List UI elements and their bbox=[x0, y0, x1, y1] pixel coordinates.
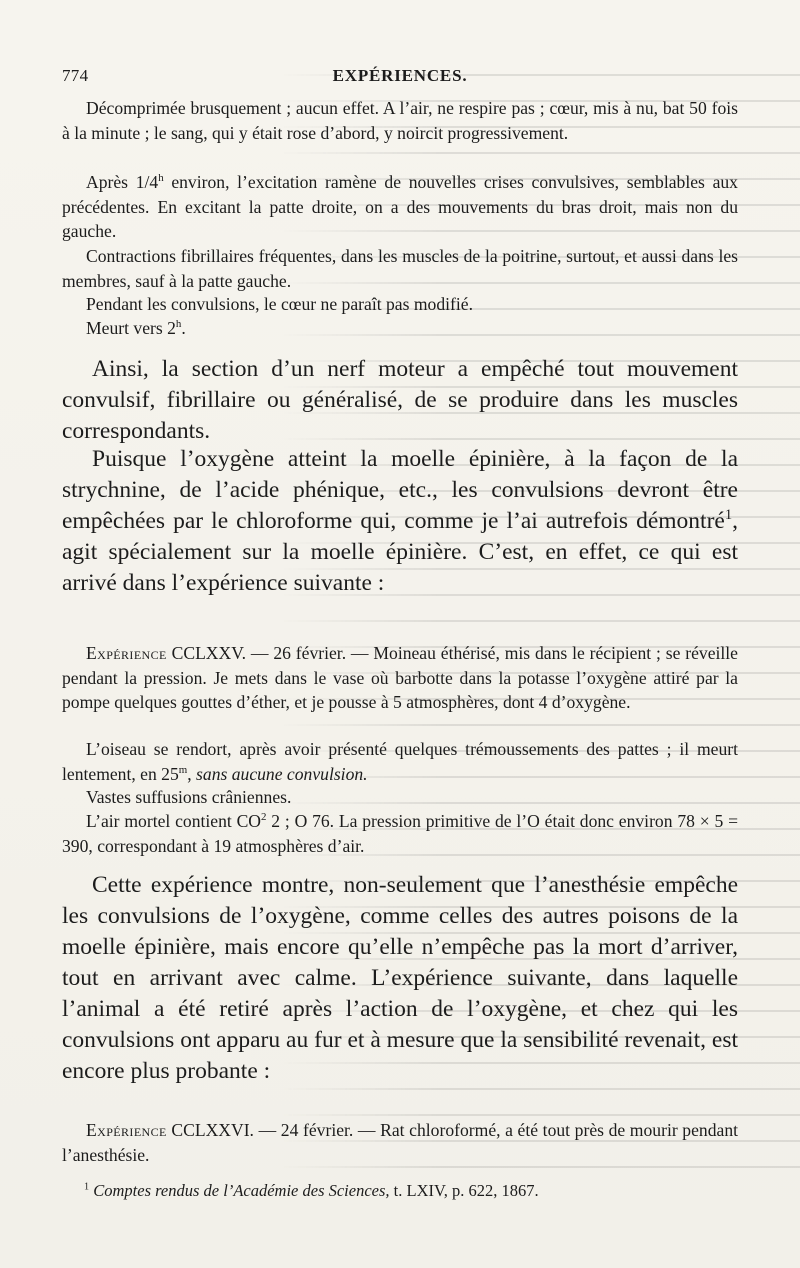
footnote: $^1$ Comptes rendus de l’Académie des Sciences, t. LXIV, p. 622, 1867. bbox=[84, 1181, 539, 1200]
paragraph-ainsi: Ainsi, la section d’un nerf moteur a empêché tout mouvement convulsif, fibrillaire ou généralisé, de se produire dans les muscles correspondants. bbox=[62, 356, 738, 444]
experiment-cclxxvi: Expérience CCLXXVI. — 24 février. — Rat chloroformé, a été tout près de mourir pendant l’anesthésie. bbox=[62, 1120, 739, 1165]
paragraph-puisque: Puisque l’oxygène atteint la moelle épinière, à la façon de la strychnine, de l’acide phénique, etc., les convulsions devront être empêchées par le chloroforme qui, comme je l’ai autrefois démontré$^1$, agit spécialement sur la moelle épinière. C’est, en effet, ce qui est arrivé dans l’expérience suivante : bbox=[62, 446, 738, 596]
paragraph-excitation: Après 1/4$^h$ environ, l’excitation ramène de nouvelles crises convulsives, semblables aux précédentes. En excitant la patte droite, on a des mouvements du bras droit, mais non du gauche. bbox=[62, 172, 738, 241]
experiment-cclxxv: Expérience CCLXXV. — 26 février. — Moineau éthérisé, mis dans le récipient ; se réveille pendant la pression. Je mets dans le vase où barbotte dans la potasse l’oxygène attiré par la pompe quelques gouttes d’éther, et je pousse à 5 atmosphères, dont 4 d’oxygène. bbox=[62, 643, 738, 712]
paragraph-suffusions: Vastes suffusions crâniennes. bbox=[86, 787, 292, 807]
paragraph-coeur: Pendant les convulsions, le cœur ne paraît pas modifié. bbox=[86, 294, 473, 314]
footnote-marker: 1 bbox=[84, 1181, 90, 1193]
paragraph-air-mortel: L’air mortel contient $CO^2$ 2 ; O 76. La pression primitive de l’O était donc environ 78 × 5 = 390, correspondant à 19 atmosphères d’air. bbox=[62, 811, 738, 856]
page-header bbox=[62, 64, 738, 88]
paragraph-meurt: Meurt vers 2$^h$. bbox=[86, 318, 186, 338]
paragraph-oiseau: L’oiseau se rendort, après avoir présenté quelques trémoussements des pattes ; il meurt lentement, en 25$^m$, sans aucune convulsion. bbox=[62, 739, 738, 784]
paragraph-cette-experience: Cette expérience montre, non-seulement que l’anesthésie empêche les convulsions de l’oxygène, comme celles des autres poisons de la moelle épinière, mais encore qu’elle n’empêche pas la mort d’arriver, tout en arrivant avec calme. L’expérience suivante, dans laquelle l’animal a été retiré après l’action de l’oxygène, et chez qui les convulsions ont apparu au fur et à mesure que la sensibilité revenait, est encore plus probante : bbox=[62, 872, 738, 1084]
paragraph-decompression: Décomprimée brusquement ; aucun effet. A l’air, ne respire pas ; cœur, mis à nu, bat 50 fois à la minute ; le sang, qui y était rose d’abord, y noircit progressivement. bbox=[62, 98, 738, 143]
running-title: EXPÉRIENCES. bbox=[332, 66, 468, 85]
paragraph-contractions: Contractions fibrillaires fréquentes, dans les muscles de la poitrine, surtout, et aussi dans les membres, sauf à la patte gauche. bbox=[62, 246, 738, 291]
page-number: 774 bbox=[62, 66, 89, 85]
